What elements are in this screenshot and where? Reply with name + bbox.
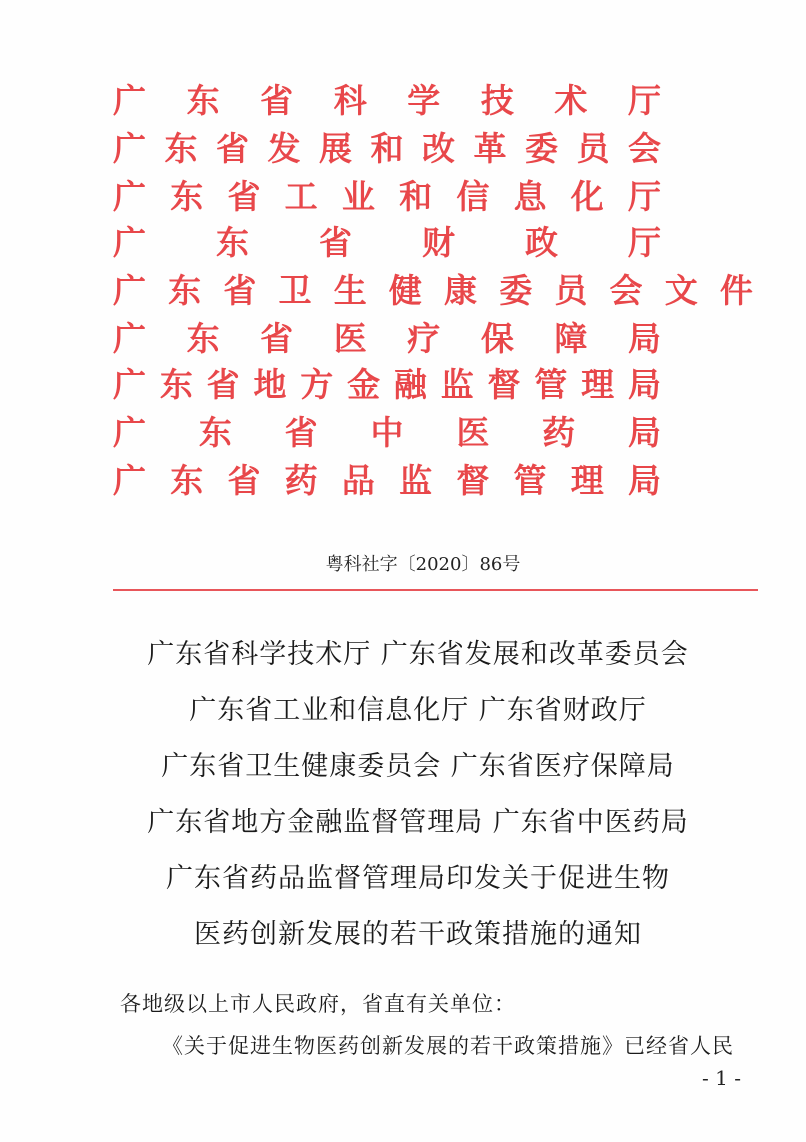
issuer-char: 金 <box>347 364 381 404</box>
issuer-line-5 <box>113 268 753 312</box>
issuer-char: 厅 <box>627 176 661 216</box>
issuer-char: 局 <box>627 318 661 358</box>
issuer-char: 方 <box>300 364 334 404</box>
issuer-char: 发 <box>267 128 301 168</box>
issuer-char: 管 <box>513 460 547 500</box>
issuer-line-6 <box>113 316 661 360</box>
title-line-3: 广东省卫生健康委员会 广东省医疗保障局 <box>161 751 675 782</box>
issuer-char: 东 <box>198 412 232 452</box>
issuer-char: 省 <box>216 128 249 168</box>
red-divider-rule <box>113 589 758 591</box>
issuer-line-7 <box>113 362 661 406</box>
issuer-char: 省 <box>227 460 261 500</box>
issuer-char: 广 <box>113 176 146 216</box>
issuer-char: 监 <box>440 364 474 404</box>
title-line-1: 广东省科学技术厅 广东省发展和改革委员会 <box>147 639 689 670</box>
issuer-char: 东 <box>168 270 202 310</box>
title-line-4: 广东省地方金融监督管理局 广东省中医药局 <box>147 807 689 838</box>
issuer-char: 东 <box>164 128 198 168</box>
issuer-char: 展 <box>319 128 352 168</box>
issuer-char: 和 <box>399 176 433 216</box>
issuer-char: 东 <box>159 364 193 404</box>
issuer-char: 厅 <box>628 222 661 262</box>
issuer-char: 广 <box>113 222 146 262</box>
issuer-line-2 <box>113 126 661 170</box>
issuer-char: 委 <box>499 270 533 310</box>
issuer-char: 监 <box>399 460 433 500</box>
title-line-6: 医药创新发展的若干政策措施的通知 <box>194 919 642 950</box>
issuer-char: 委 <box>525 128 558 168</box>
issuer-char: 广 <box>113 318 146 358</box>
issuer-char: 卫 <box>278 270 312 310</box>
issuer-char: 局 <box>627 364 661 404</box>
issuer-char: 康 <box>444 270 478 310</box>
issuer-char: 品 <box>341 460 375 500</box>
issuer-char: 东 <box>186 80 220 120</box>
issuer-char: 息 <box>513 176 547 216</box>
issuer-char: 厅 <box>627 80 661 120</box>
title-line-2: 广东省工业和信息化厅 广东省财政厅 <box>189 695 647 726</box>
issuer-char: 省 <box>227 176 261 216</box>
issuer-char: 革 <box>473 128 507 168</box>
issuer-char: 东 <box>186 318 220 358</box>
issuer-char: 融 <box>393 364 427 404</box>
issuer-line-3 <box>113 174 661 218</box>
issuer-char: 学 <box>407 80 441 120</box>
issuer-char: 员 <box>554 270 588 310</box>
issuer-char: 省 <box>260 318 294 358</box>
issuer-char: 术 <box>554 80 588 120</box>
title-line-5: 广东省药品监督管理局印发关于促进生物 <box>166 863 670 894</box>
issuer-char: 和 <box>370 128 404 168</box>
issuer-char: 东 <box>216 222 249 262</box>
salutation: 各地级以上市人民政府，省直有关单位： <box>120 992 516 1016</box>
issuer-char: 广 <box>113 80 146 120</box>
issuer-char: 财 <box>422 222 455 262</box>
issuer-char: 理 <box>581 364 615 404</box>
issuer-char: 文 <box>664 270 698 310</box>
issuer-char: 药 <box>284 460 318 500</box>
issuer-char: 东 <box>170 176 204 216</box>
issuer-char: 障 <box>554 318 588 358</box>
body-paragraph-line: 《关于促进生物医药创新发展的若干政策措施》已经省人民 <box>162 1034 734 1058</box>
issuer-char: 广 <box>113 460 146 500</box>
issuer-char: 改 <box>422 128 455 168</box>
issuer-char: 局 <box>627 460 661 500</box>
issuer-char: 药 <box>542 412 576 452</box>
issuer-char: 广 <box>113 412 146 452</box>
issuer-char: 省 <box>223 270 257 310</box>
issuer-char: 员 <box>576 128 610 168</box>
issuer-char: 理 <box>570 460 604 500</box>
issuer-char: 生 <box>333 270 367 310</box>
page-number: - 1 - <box>702 1066 741 1090</box>
issuer-char: 化 <box>570 176 604 216</box>
issuer-char: 省 <box>284 412 318 452</box>
issuer-char: 广 <box>113 270 146 310</box>
issuer-char: 科 <box>333 80 367 120</box>
issuer-line-9 <box>113 458 661 502</box>
issuer-char: 会 <box>628 128 661 168</box>
issuer-char: 信 <box>456 176 490 216</box>
issuer-char: 健 <box>388 270 422 310</box>
issuer-char: 局 <box>627 412 661 452</box>
issuer-char: 省 <box>260 80 294 120</box>
issuer-char: 保 <box>480 318 514 358</box>
issuer-line-4 <box>113 220 661 264</box>
issuer-char: 政 <box>525 222 558 262</box>
document-number: 粤科社字〔2020〕86号 <box>325 554 521 575</box>
issuer-char: 广 <box>113 128 146 168</box>
issuer-char: 东 <box>170 460 204 500</box>
issuer-char: 业 <box>341 176 375 216</box>
issuer-char: 中 <box>370 412 404 452</box>
issuer-char: 件 <box>719 270 753 310</box>
issuer-char: 省 <box>206 364 240 404</box>
issuer-char: 医 <box>456 412 490 452</box>
issuer-char: 地 <box>253 364 287 404</box>
issuer-char: 技 <box>480 80 514 120</box>
issuer-line-8 <box>113 410 661 454</box>
issuer-char: 疗 <box>407 318 441 358</box>
issuer-char: 广 <box>113 364 146 404</box>
issuer-char: 省 <box>319 222 352 262</box>
issuer-char: 医 <box>333 318 367 358</box>
issuer-char: 工 <box>284 176 318 216</box>
issuer-char: 管 <box>534 364 568 404</box>
issuer-char: 督 <box>487 364 521 404</box>
issuer-line-1 <box>113 78 661 122</box>
issuer-char: 会 <box>609 270 643 310</box>
issuer-char: 督 <box>456 460 490 500</box>
